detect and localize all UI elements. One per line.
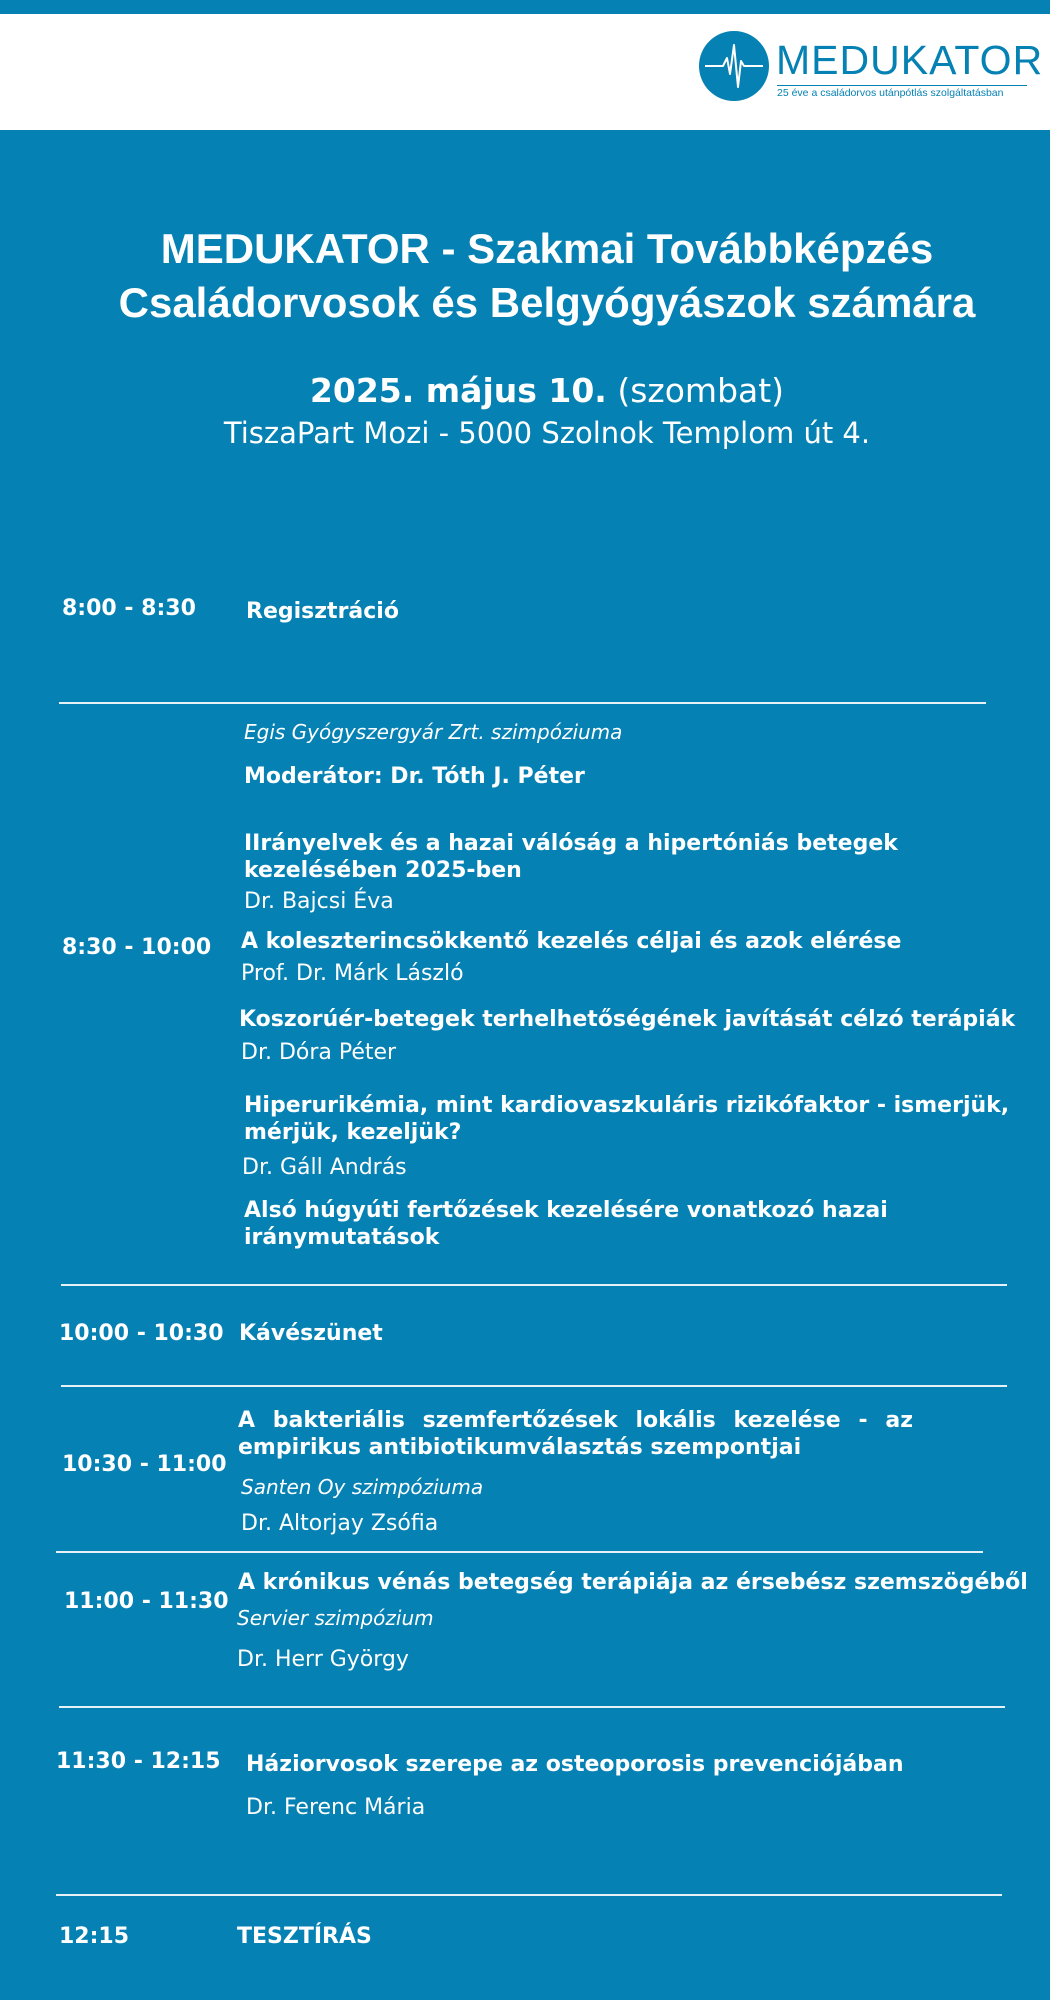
event-title bbox=[0, 222, 1050, 330]
talk-title bbox=[244, 1197, 888, 1251]
schedule-time: 12:15 bbox=[59, 1924, 130, 1949]
schedule-title: Regisztráció bbox=[246, 599, 399, 624]
row-separator bbox=[56, 1894, 1002, 1896]
row-separator bbox=[59, 702, 986, 704]
top-accent-bar bbox=[0, 0, 1050, 14]
talk-speaker: Dr. Gáll András bbox=[242, 1155, 407, 1180]
logo-wordmark: MEDUKATOR bbox=[776, 37, 1044, 83]
symposium-sponsor: Santen Oy szimpóziuma bbox=[241, 1475, 484, 1499]
talk-title bbox=[244, 830, 898, 884]
event-title-line-1: MEDUKATOR - Szakmai Továbbképzés bbox=[160, 225, 934, 272]
talk-title-line: iránymutatások bbox=[244, 1225, 440, 1250]
heartbeat-icon bbox=[699, 31, 769, 101]
event-title-line-2: Családorvosok és Belgyógyászok számára bbox=[118, 279, 976, 326]
talk-title-line: Alsó húgyúti fertőzések kezelésére vonatkozó hazai bbox=[244, 1198, 888, 1223]
schedule-time: 10:00 - 10:30 bbox=[59, 1321, 224, 1346]
talk-title: A koleszterincsökkentő kezelés céljai és azok elérése bbox=[241, 929, 902, 954]
symposium-sponsor: Egis Gyógyszergyár Zrt. szimpóziuma bbox=[244, 720, 623, 744]
schedule-time: 10:30 - 11:00 bbox=[62, 1452, 227, 1477]
header bbox=[0, 14, 1050, 130]
talk-title bbox=[244, 1092, 1009, 1146]
schedule-title: A krónikus vénás betegség terápiája az érsebész szemszögéből bbox=[238, 1570, 1028, 1595]
talk-speaker: Dr. Ferenc Mária bbox=[246, 1795, 426, 1820]
schedule-title: Háziorvosok szerepe az osteoporosis prevenciójában bbox=[246, 1752, 904, 1777]
talk-title-line: mérjük, kezeljük? bbox=[244, 1120, 462, 1145]
schedule-time: 8:00 - 8:30 bbox=[62, 596, 196, 621]
row-separator bbox=[61, 1385, 1007, 1387]
row-separator bbox=[59, 1706, 1005, 1708]
schedule-time: 11:30 - 12:15 bbox=[56, 1749, 221, 1774]
talk-title-line: Hiperurikémia, mint kardiovaszkuláris rizikófaktor - ismerjük, bbox=[244, 1093, 1010, 1118]
talk-title: Koszorúér-betegek terhelhetőségének javítását célzó terápiák bbox=[239, 1007, 1016, 1032]
talk-speaker: Dr. Bajcsi Éva bbox=[244, 889, 394, 914]
schedule-title: Kávészünet bbox=[239, 1321, 383, 1346]
talk-speaker: Prof. Dr. Márk László bbox=[241, 961, 464, 986]
logo-tagline: 25 éve a családorvos utánpótlás szolgáltatásban bbox=[777, 87, 1004, 99]
schedule-title: A bakteriális szemfertőzések lokális kezelése - az empirikus antibiotikumválasztás szempontjai bbox=[238, 1408, 913, 1460]
talk-title-line: kezelésében 2025-ben bbox=[244, 858, 522, 883]
schedule-time: 11:00 - 11:30 bbox=[64, 1589, 229, 1614]
event-date-value: 2025. május 10. bbox=[309, 371, 607, 410]
talk-speaker: Dr. Dóra Péter bbox=[241, 1040, 397, 1065]
logo-mark bbox=[699, 31, 769, 101]
event-date bbox=[0, 370, 1050, 412]
schedule-time: 8:30 - 10:00 bbox=[62, 935, 212, 960]
row-separator bbox=[56, 1551, 983, 1553]
row-separator bbox=[61, 1284, 1007, 1286]
event-day: (szombat) bbox=[617, 371, 785, 410]
talk-speaker: Dr. Herr György bbox=[237, 1647, 409, 1672]
talk-title-line: IIrányelvek és a hazai válóság a hipertóniás betegek bbox=[244, 831, 898, 856]
moderator: Moderátor: Dr. Tóth J. Péter bbox=[244, 764, 585, 789]
talk-speaker: Dr. Altorjay Zsófia bbox=[241, 1511, 439, 1536]
schedule-title: TESZTÍRÁS bbox=[237, 1924, 372, 1949]
event-venue: TiszaPart Mozi - 5000 Szolnok Templom út 4. bbox=[223, 416, 871, 450]
symposium-sponsor: Servier szimpózium bbox=[237, 1606, 434, 1630]
